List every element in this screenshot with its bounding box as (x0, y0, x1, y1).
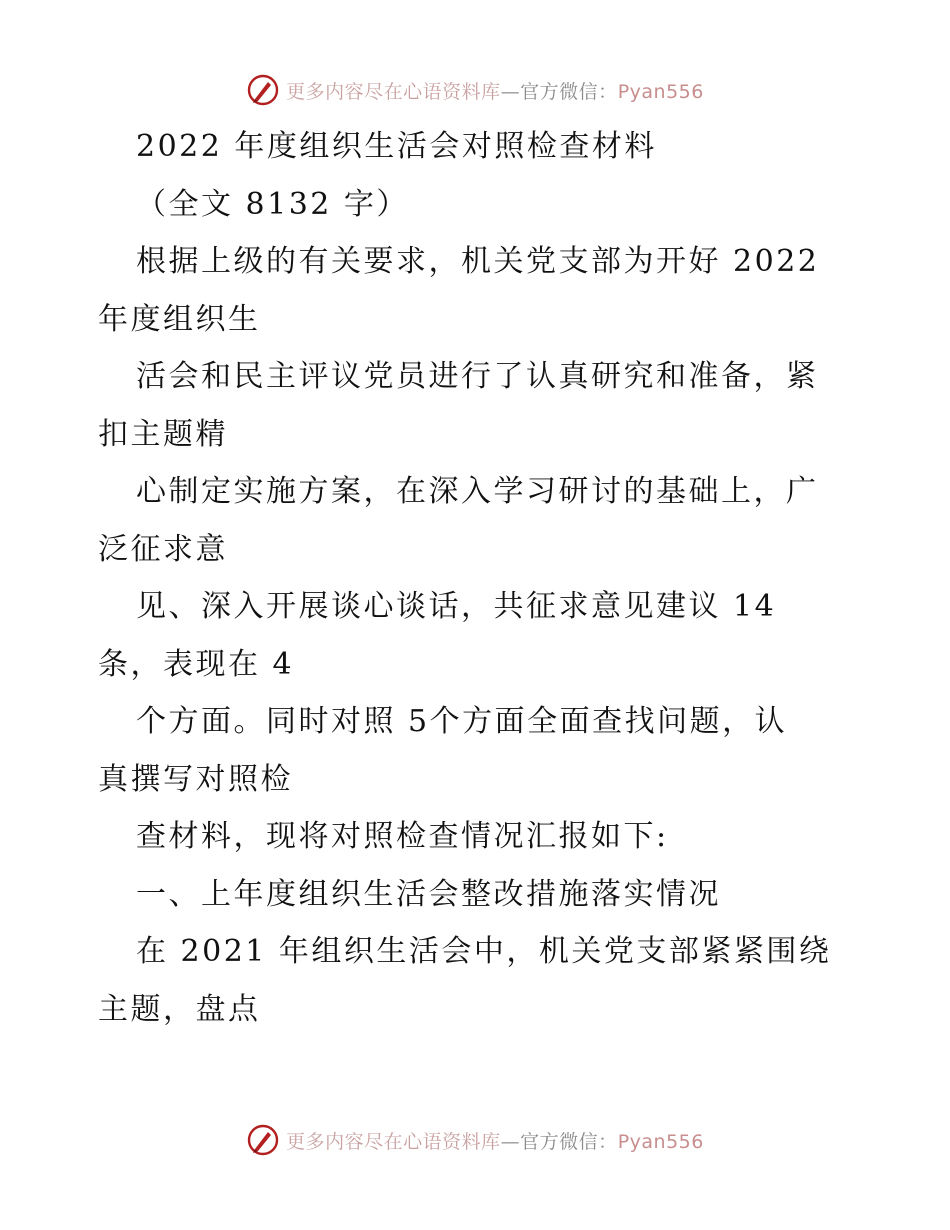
document-line: 年度组织生 (98, 301, 261, 337)
document-line: 主题，盘点 (98, 991, 261, 1027)
document-line: 扣主题精 (98, 416, 228, 452)
banner-brand-text: 更多内容尽在心语资料库 (286, 80, 501, 103)
document-line: 见、深入开展谈心谈话，共征求意见建议 14 (136, 589, 777, 624)
banner-wechat-id: Pyan556 (617, 1130, 704, 1153)
footer-watermark-banner (0, 1120, 950, 1160)
document-line: 2022 年度组织生活会对照检查材料 (136, 129, 657, 164)
banner-wechat-id: Pyan556 (617, 80, 704, 103)
banner-separator: — (500, 80, 521, 103)
document-line: 一、上年度组织生活会整改措施落实情况 (136, 876, 721, 912)
document-line: （全文 8132 字） (136, 186, 409, 222)
document-line: 根据上级的有关要求，机关党支部为开好 2022 (136, 244, 820, 279)
banner-wechat-label: 官方微信： (520, 1130, 618, 1153)
quill-pen-icon (246, 73, 280, 107)
document-line: 心制定实施方案，在深入学习研讨的基础上，广 (136, 474, 819, 509)
document-line: 在 2021 年组织生活会中，机关党支部紧紧围绕 (136, 934, 832, 969)
document-line: 查材料，现将对照检查情况汇报如下: (136, 819, 669, 854)
document-line: 条，表现在 4 (98, 646, 295, 682)
document-line: 真撰写对照检 (98, 761, 293, 797)
header-watermark-banner (0, 70, 950, 110)
quill-pen-icon (246, 1123, 280, 1157)
document-body (98, 118, 868, 1038)
document-line: 泛征求意 (98, 531, 228, 567)
document-line: 活会和民主评议党员进行了认真研究和准备，紧 (136, 359, 819, 394)
banner-brand-text: 更多内容尽在心语资料库 (286, 1130, 501, 1153)
banner-separator: — (500, 1130, 521, 1153)
banner-wechat-label: 官方微信： (520, 80, 618, 103)
document-line: 个方面。同时对照 5个方面全面查找问题，认 (136, 704, 788, 739)
